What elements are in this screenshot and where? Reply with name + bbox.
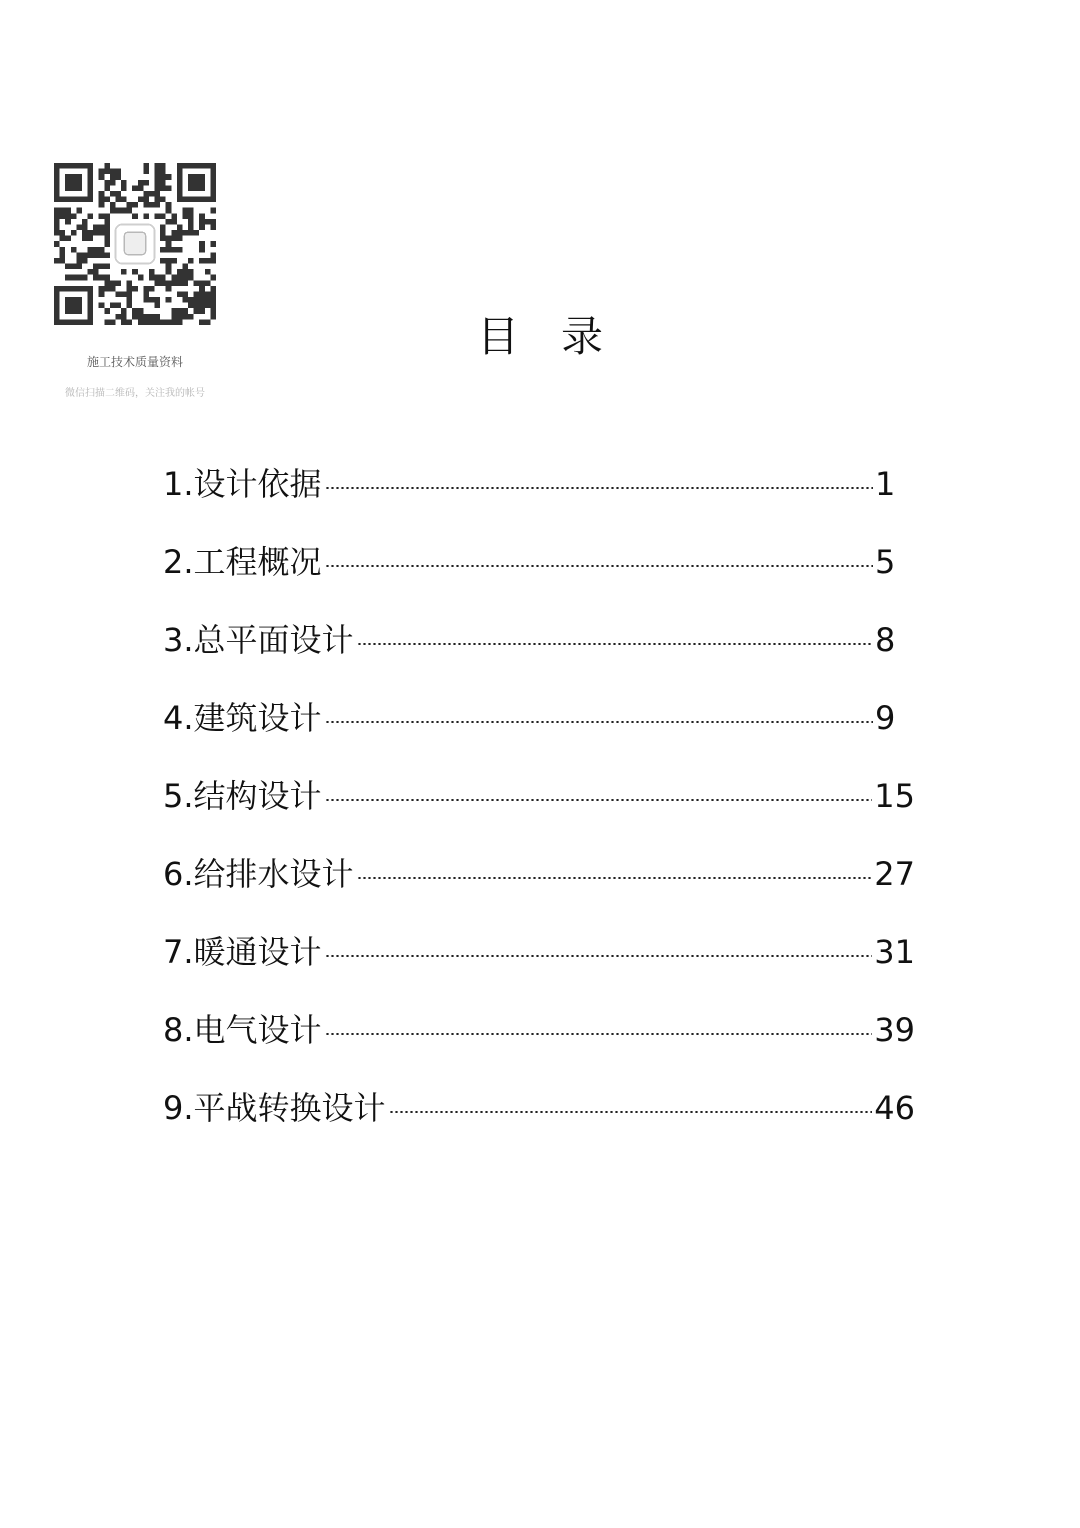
toc-entry[interactable] — [163, 612, 915, 668]
toc-entry[interactable] — [163, 846, 915, 902]
qr-code-image — [54, 163, 216, 325]
toc-entry[interactable] — [163, 456, 915, 512]
toc-entry-title: 2.工程概况 — [163, 543, 322, 581]
toc-entry[interactable] — [163, 690, 915, 746]
toc-dot-leader — [325, 721, 873, 723]
toc-dot-leader — [325, 799, 873, 801]
toc-entry[interactable] — [163, 768, 915, 824]
toc-dot-leader — [389, 1111, 873, 1113]
toc-entry-title: 7.暖通设计 — [163, 933, 322, 971]
toc-entry-title: 9.平战转换设计 — [163, 1089, 386, 1127]
toc-entry[interactable] — [163, 1080, 915, 1136]
toc-entry[interactable] — [163, 924, 915, 980]
toc-entry-title: 6.给排水设计 — [163, 855, 354, 893]
toc-dot-leader — [325, 565, 873, 567]
toc-page-number: 15 — [874, 777, 915, 815]
toc-page-number: 27 — [874, 855, 915, 893]
toc-page-number: 9 — [875, 699, 896, 737]
qr-subcaption: 微信扫描二维码，关注我的帐号 — [65, 388, 205, 399]
toc-dot-leader — [357, 643, 873, 645]
toc-page-number: 31 — [874, 933, 915, 971]
toc-dot-leader — [357, 877, 873, 879]
toc-page-number: 1 — [875, 465, 896, 503]
toc-dot-leader — [325, 1033, 873, 1035]
toc-dot-leader — [325, 955, 873, 957]
toc-entry-title: 5.结构设计 — [163, 777, 322, 815]
toc-entry-title: 3.总平面设计 — [163, 621, 354, 659]
toc-page-number: 5 — [875, 543, 896, 581]
toc-entry[interactable] — [163, 1002, 915, 1058]
toc-page-number: 46 — [874, 1089, 915, 1127]
toc-page-number: 8 — [875, 621, 896, 659]
toc-dot-leader — [325, 487, 873, 489]
toc-entry-title: 4.建筑设计 — [163, 699, 322, 737]
toc-entry-title: 8.电气设计 — [163, 1011, 322, 1049]
page-title: 目录 — [476, 312, 645, 361]
toc-entry[interactable] — [163, 534, 915, 590]
toc-page-number: 39 — [874, 1011, 915, 1049]
qr-caption: 施工技术质量资料 — [86, 355, 183, 369]
toc-entry-title: 1.设计依据 — [163, 465, 322, 503]
